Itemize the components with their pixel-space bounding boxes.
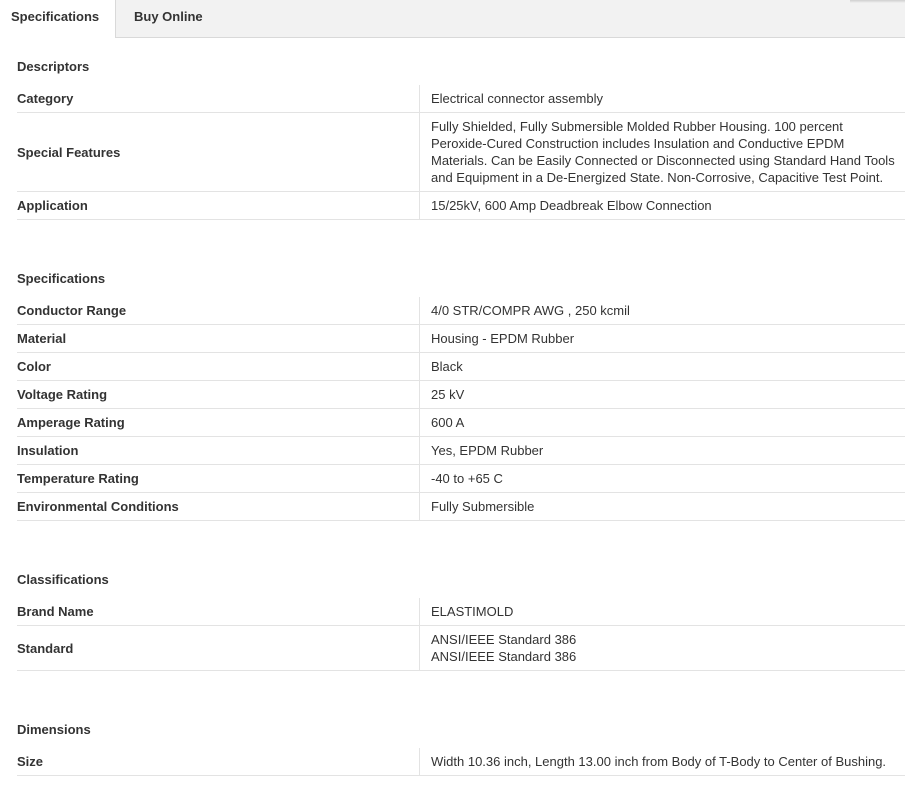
table-row [17,353,905,381]
row-value: Black [431,359,463,374]
table-row [17,493,905,521]
row-value-line: ANSI/IEEE Standard 386 [431,649,577,664]
row-value: Electrical connector assembly [431,91,603,106]
table-row [17,598,905,626]
table-row [17,85,905,113]
table-row [17,381,905,409]
row-value: Fully Submersible [431,499,535,514]
row-label: Material [17,325,420,352]
table-row [17,192,905,220]
row-value: Fully Shielded, Fully Submersible Molded Rubber Housing. 100 percent Peroxide-Cured Construction includes Insulation and Conductive EPDM Materials. Can be Easily Connected or Disconnected using Standard Hand Tools and Equipment in a De-Energized State. Non-Corrosive, Capacitive Test Point. [431,119,895,185]
row-value: 4/0 STR/COMPR AWG , 250 kcmil [431,303,630,318]
table-row [17,325,905,353]
tab-buy-online[interactable]: Buy Online [134,9,203,24]
section-title-specifications: Specifications [17,271,106,286]
row-label: Voltage Rating [17,381,420,408]
table-row [17,626,905,671]
row-label: Temperature Rating [17,465,420,492]
row-value: 600 A [431,415,465,430]
row-value: 15/25kV, 600 Amp Deadbreak Elbow Connection [431,198,712,213]
table-row [17,465,905,493]
row-value: Housing - EPDM Rubber [431,331,575,346]
row-value: 25 kV [431,387,465,402]
table-row [17,409,905,437]
table-row [17,748,905,776]
row-label: Size [17,748,420,775]
row-label: Brand Name [17,598,420,625]
corner-shadow [850,0,905,3]
row-label: Environmental Conditions [17,493,420,520]
row-label: Standard [17,626,420,670]
tab-specifications[interactable]: Specifications [0,0,116,38]
table-row [17,297,905,325]
section-title-dimensions: Dimensions [17,722,91,737]
row-value [431,626,901,670]
section-title-classifications: Classifications [17,572,109,587]
row-label: Amperage Rating [17,409,420,436]
row-label: Special Features [17,113,420,191]
row-label: Category [17,85,420,112]
row-value: Width 10.36 inch, Length 13.00 inch from Body of T-Body to Center of Bushing. [431,754,887,769]
row-value: -40 to +65 C [431,471,503,486]
row-label: Conductor Range [17,297,420,324]
tab-bar [0,0,905,38]
section-title-descriptors: Descriptors [17,59,90,74]
row-label: Insulation [17,437,420,464]
row-label: Application [17,192,420,219]
row-value: ELASTIMOLD [431,604,514,619]
table-row [17,113,905,192]
row-value-line: ANSI/IEEE Standard 386 [431,632,577,647]
row-label: Color [17,353,420,380]
row-value: Yes, EPDM Rubber [431,443,544,458]
table-row [17,437,905,465]
